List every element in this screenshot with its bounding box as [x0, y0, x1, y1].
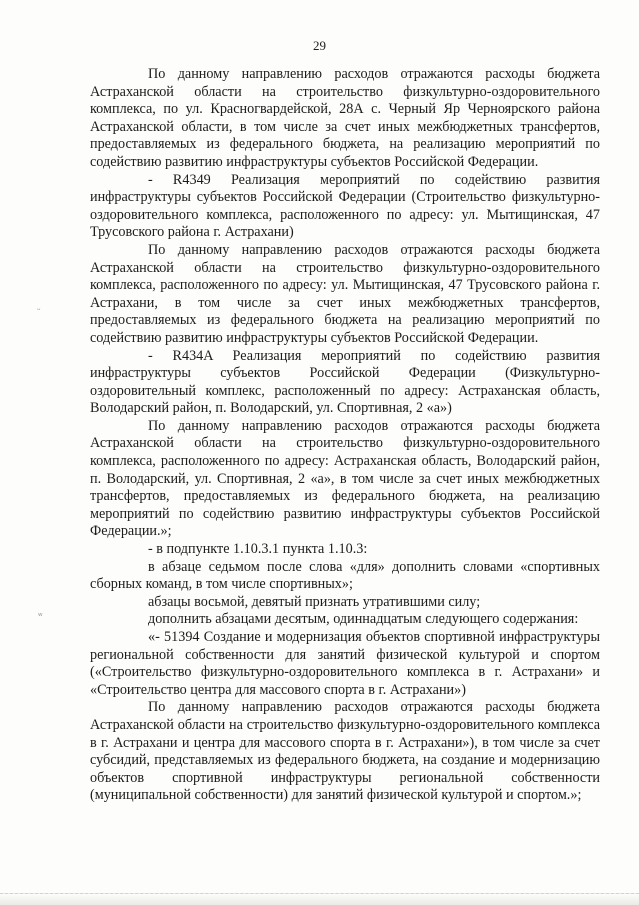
- scan-mark: ʷ: [38, 612, 43, 622]
- paragraph: По данному направлению расходов отражаются расходы бюджета Астраханской области на строительство физкультурно-оздоровительного комплекса, расположенного по адресу: Астраханская область, Володарский район, п. Володарский, ул. Спортивная, 2 «а», в том числе за счет иных межбюджетных трансфертов, предоставляемых из федерального бюджета, на реализацию мероприятий по содействию развитию инфраструктуры субъектов Российской Федерации.»;: [90, 417, 600, 540]
- paragraph: - R4349 Реализация мероприятий по содействию развития инфраструктуры субъектов Российской Федерации (Строительство физкультурно-оздоровительного комплекса, расположенного по адресу: ул. Мытищинская, 47 Трусовского района г. Астрахани): [90, 171, 600, 241]
- paragraph: «- 51394 Создание и модернизация объектов спортивной инфраструктуры региональной собственности для занятий физической культурой и спортом («Строительство физкультурно-оздоровительного комплекса в г. Астрахани» и «Строительство центра для массового спорта в г. Астрахани»): [90, 629, 600, 698]
- paragraph: в абзаце седьмом после слова «для» дополнить словами «спортивных сборных команд, в том числе спортивных»;: [90, 558, 600, 593]
- paragraph: По данному направлению расходов отражаются расходы бюджета Астраханской области на строительство физкультурно-оздоровительного комплекса, расположенного по адресу: ул. Мытищинская, 47 Трусовского района г. Астрахани, в том числе за счет иных межбюджетных трансфертов, предоставляемых из федерального бюджета на реализацию мероприятий по содействию развитию инфраструктуры субъектов Российской Федерации.: [90, 241, 600, 346]
- paragraph: дополнить абзацами десятым, одиннадцатым следующего содержания:: [148, 611, 579, 628]
- paragraph: - R434A Реализация мероприятий по содействию развития инфраструктуры субъектов Российской Федерации (Физкультурно-оздоровительный комплекс, расположенный по адресу: Астраханская область, Володарский район, п. Володарский, ул. Спортивная, 2 «а»): [90, 347, 600, 417]
- document-body: [90, 66, 600, 805]
- paragraph: - в подпункте 1.10.3.1 пункта 1.10.3:: [148, 541, 368, 558]
- page-number: 29: [313, 38, 326, 53]
- paragraph: По данному направлению расходов отражаются расходы бюджета Астраханской области на строительство физкультурно-оздоровительного комплекса в г. Астрахани и центра для массового спорта в г. Астрахани»), в том числе за счет субсидий, представляемых из федерального бюджета, на создание и модернизацию объектов спортивной инфраструктуры региональной собственности (муниципальной собственности) для занятий физической культурой и спортом.»;: [90, 699, 600, 804]
- paragraph: По данному направлению расходов отражаются расходы бюджета Астраханской области на строительство физкультурно-оздоровительного комплекса, по ул. Красногвардейской, 28А с. Черный Яр Черноярского района Астраханской области, в том числе за счет иных межбюджетных трансфертов, предоставляемых из федерального бюджета, на реализацию мероприятий по содействию развитию инфраструктуры субъектов Российской Федерации.: [90, 66, 600, 170]
- scan-bottom-edge: [0, 893, 639, 905]
- scan-mark: ᵕ: [37, 306, 41, 316]
- paragraph: абзацы восьмой, девятый признать утратившими силу;: [148, 593, 481, 610]
